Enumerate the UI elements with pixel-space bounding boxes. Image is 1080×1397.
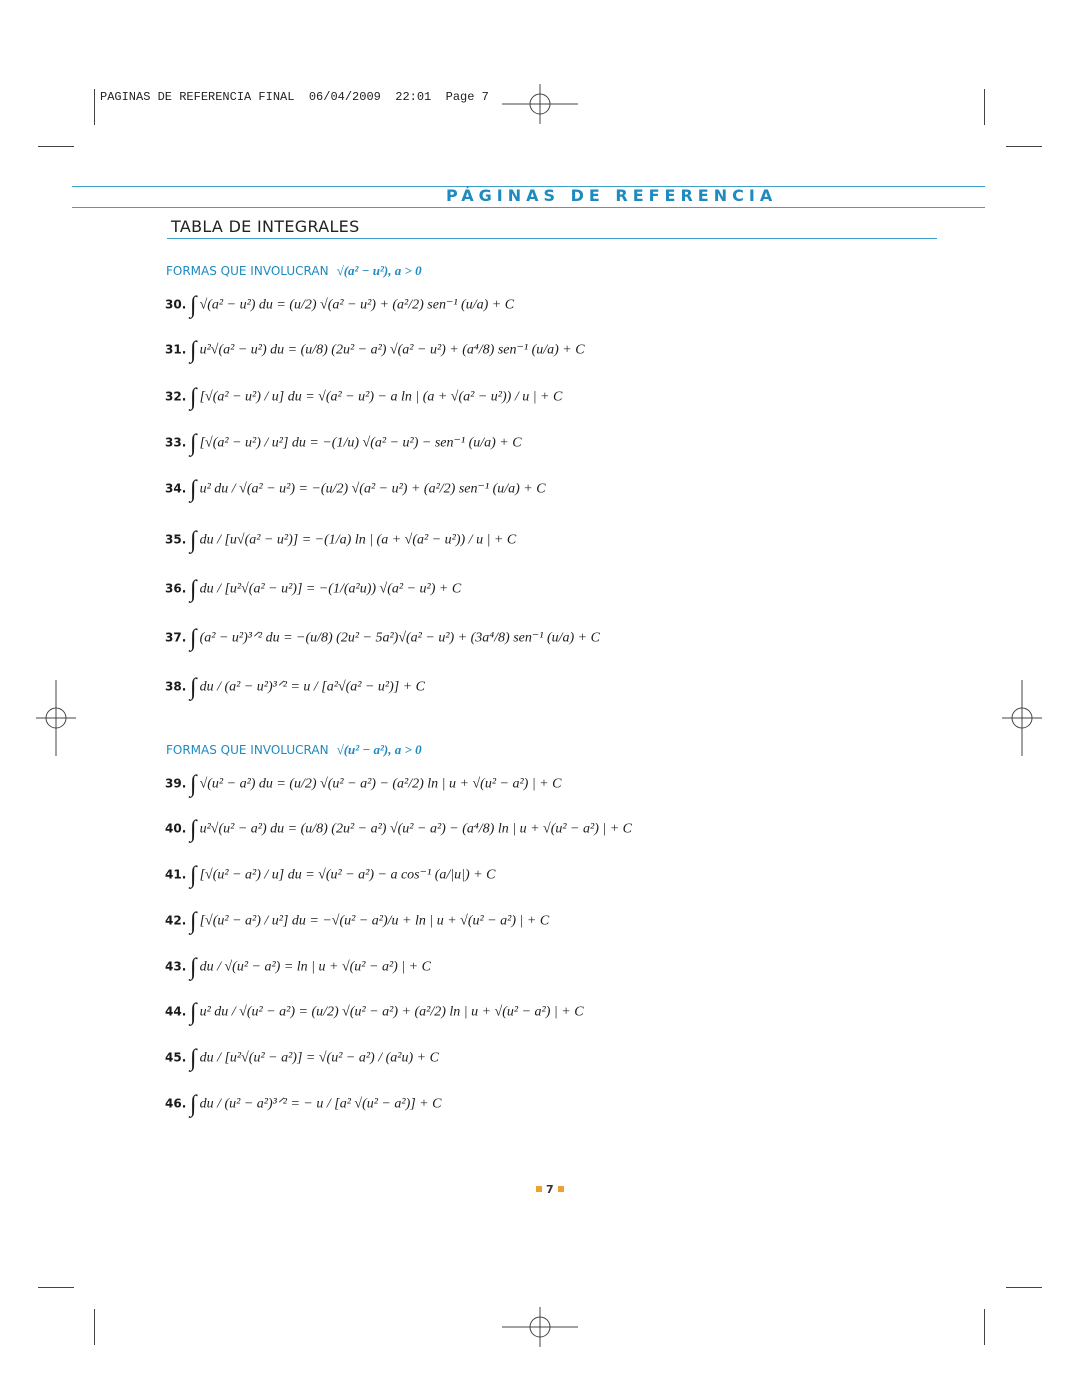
integral-sign: ∫ bbox=[190, 576, 197, 603]
bullet-square-icon bbox=[536, 1186, 542, 1192]
section-heading bbox=[166, 263, 422, 279]
formula-row bbox=[165, 816, 632, 843]
formula-row bbox=[165, 337, 585, 364]
formula-number: 43. bbox=[165, 959, 187, 974]
bullet-square-icon bbox=[558, 1186, 564, 1192]
formula-row bbox=[165, 292, 515, 319]
title-rule bbox=[167, 238, 937, 239]
formula-number: 42. bbox=[165, 913, 187, 928]
section-heading bbox=[166, 742, 422, 758]
integral-sign: ∫ bbox=[190, 1045, 197, 1072]
formula-expression: [√(a² − u²) / u] du = √(a² − u²) − a ln | (a + √(a² − u²)) / u | + C bbox=[199, 389, 563, 405]
formula-expression: √(a² − u²) du = (u/2) √(a² − u²) + (a²/2) sen⁻¹ (u/a) + C bbox=[199, 297, 515, 313]
formula-number: 45. bbox=[165, 1050, 187, 1065]
page-number-text: 7 bbox=[546, 1183, 554, 1196]
formula-row bbox=[165, 576, 462, 603]
registration-mark-right bbox=[1002, 680, 1042, 756]
formula-expression: du / √(u² − a²) = ln | u + √(u² − a²) | + C bbox=[199, 959, 431, 975]
registration-mark-bottom bbox=[502, 1307, 578, 1347]
formula-row bbox=[165, 384, 563, 411]
formula-expression: u²√(a² − u²) du = (u/8) (2u² − a²) √(a² − u²) + (a⁴/8) sen⁻¹ (u/a) + C bbox=[199, 342, 585, 358]
formula-number: 40. bbox=[165, 821, 187, 836]
formula-expression: (a² − u²)³ᐟ² du = −(u/8) (2u² − 5a²)√(a² − u²) + (3a⁴/8) sen⁻¹ (u/a) + C bbox=[199, 630, 600, 646]
running-header: PÁGINAS DE REFERENCIA bbox=[446, 186, 778, 205]
integral-sign: ∫ bbox=[190, 1091, 197, 1118]
formula-row bbox=[165, 1091, 442, 1118]
formula-expression: du / [u²√(a² − u²)] = −(1/(a²u)) √(a² − u²) + C bbox=[199, 581, 462, 597]
formula-row bbox=[165, 430, 522, 457]
formula-number: 32. bbox=[165, 389, 187, 404]
integral-sign: ∫ bbox=[190, 999, 197, 1026]
formula-expression: u² du / √(a² − u²) = −(u/2) √(a² − u²) + (a²/2) sen⁻¹ (u/a) + C bbox=[199, 481, 546, 497]
section-label: FORMAS QUE INVOLUCRAN bbox=[166, 743, 329, 757]
integral-sign: ∫ bbox=[190, 816, 197, 843]
formula-number: 44. bbox=[165, 1004, 187, 1019]
formula-number: 38. bbox=[165, 679, 187, 694]
formula-number: 34. bbox=[165, 481, 187, 496]
formula-expression: √(u² − a²) du = (u/2) √(u² − a²) − (a²/2) ln | u + √(u² − a²) | + C bbox=[199, 776, 562, 792]
integral-sign: ∫ bbox=[190, 908, 197, 935]
formula-row bbox=[165, 862, 496, 889]
registration-mark-top bbox=[502, 84, 578, 124]
formula-row bbox=[165, 476, 546, 503]
formula-expression: du / (u² − a²)³ᐟ² = − u / [a² √(u² − a²)] + C bbox=[199, 1096, 442, 1112]
integral-sign: ∫ bbox=[190, 771, 197, 798]
formula-row bbox=[165, 674, 426, 701]
integral-sign: ∫ bbox=[190, 476, 197, 503]
formula-number: 30. bbox=[165, 297, 187, 312]
formula-number: 33. bbox=[165, 435, 187, 450]
section-math: √(u² − a²), a > 0 bbox=[336, 742, 422, 757]
header-rule-bottom bbox=[72, 207, 985, 208]
integral-sign: ∫ bbox=[190, 527, 197, 554]
formula-expression: [√(u² − a²) / u²] du = −√(u² − a²)/u + ln | u + √(u² − a²) | + C bbox=[199, 913, 550, 929]
formula-row bbox=[165, 954, 431, 981]
formula-row bbox=[165, 908, 550, 935]
formula-number: 36. bbox=[165, 581, 187, 596]
formula-expression: [√(a² − u²) / u²] du = −(1/u) √(a² − u²) − sen⁻¹ (u/a) + C bbox=[199, 435, 522, 451]
formula-row bbox=[165, 527, 517, 554]
formula-row bbox=[165, 1045, 439, 1072]
integral-sign: ∫ bbox=[190, 384, 197, 411]
integral-sign: ∫ bbox=[190, 674, 197, 701]
print-slug: PAGINAS DE REFERENCIA FINAL 06/04/2009 22:01 Page 7 bbox=[100, 90, 489, 104]
integral-sign: ∫ bbox=[190, 337, 197, 364]
page-title: TABLA DE INTEGRALES bbox=[171, 217, 360, 236]
formula-row bbox=[165, 625, 600, 652]
formula-number: 31. bbox=[165, 342, 187, 357]
integral-sign: ∫ bbox=[190, 954, 197, 981]
formula-number: 39. bbox=[165, 776, 187, 791]
page-number bbox=[532, 1183, 568, 1196]
integral-sign: ∫ bbox=[190, 862, 197, 889]
formula-number: 35. bbox=[165, 532, 187, 547]
formula-number: 37. bbox=[165, 630, 187, 645]
formula-expression: u² du / √(u² − a²) = (u/2) √(u² − a²) + (a²/2) ln | u + √(u² − a²) | + C bbox=[199, 1004, 584, 1020]
formula-row bbox=[165, 999, 584, 1026]
formula-expression: u²√(u² − a²) du = (u/8) (2u² − a²) √(u² − a²) − (a⁴/8) ln | u + √(u² − a²) | + C bbox=[199, 821, 632, 837]
formula-expression: du / (a² − u²)³ᐟ² = u / [a²√(a² − u²)] + C bbox=[199, 679, 426, 695]
integral-sign: ∫ bbox=[190, 430, 197, 457]
integral-sign: ∫ bbox=[190, 625, 197, 652]
formula-row bbox=[165, 771, 562, 798]
formula-expression: du / [u²√(u² − a²)] = √(u² − a²) / (a²u) + C bbox=[199, 1050, 439, 1066]
section-math: √(a² − u²), a > 0 bbox=[336, 263, 422, 278]
registration-mark-left bbox=[36, 680, 76, 756]
section-label: FORMAS QUE INVOLUCRAN bbox=[166, 264, 329, 278]
formula-expression: du / [u√(a² − u²)] = −(1/a) ln | (a + √(a² − u²)) / u | + C bbox=[199, 532, 517, 548]
integral-sign: ∫ bbox=[190, 292, 197, 319]
formula-expression: [√(u² − a²) / u] du = √(u² − a²) − a cos⁻¹ (a/|u|) + C bbox=[199, 867, 496, 883]
formula-number: 46. bbox=[165, 1096, 187, 1111]
formula-number: 41. bbox=[165, 867, 187, 882]
